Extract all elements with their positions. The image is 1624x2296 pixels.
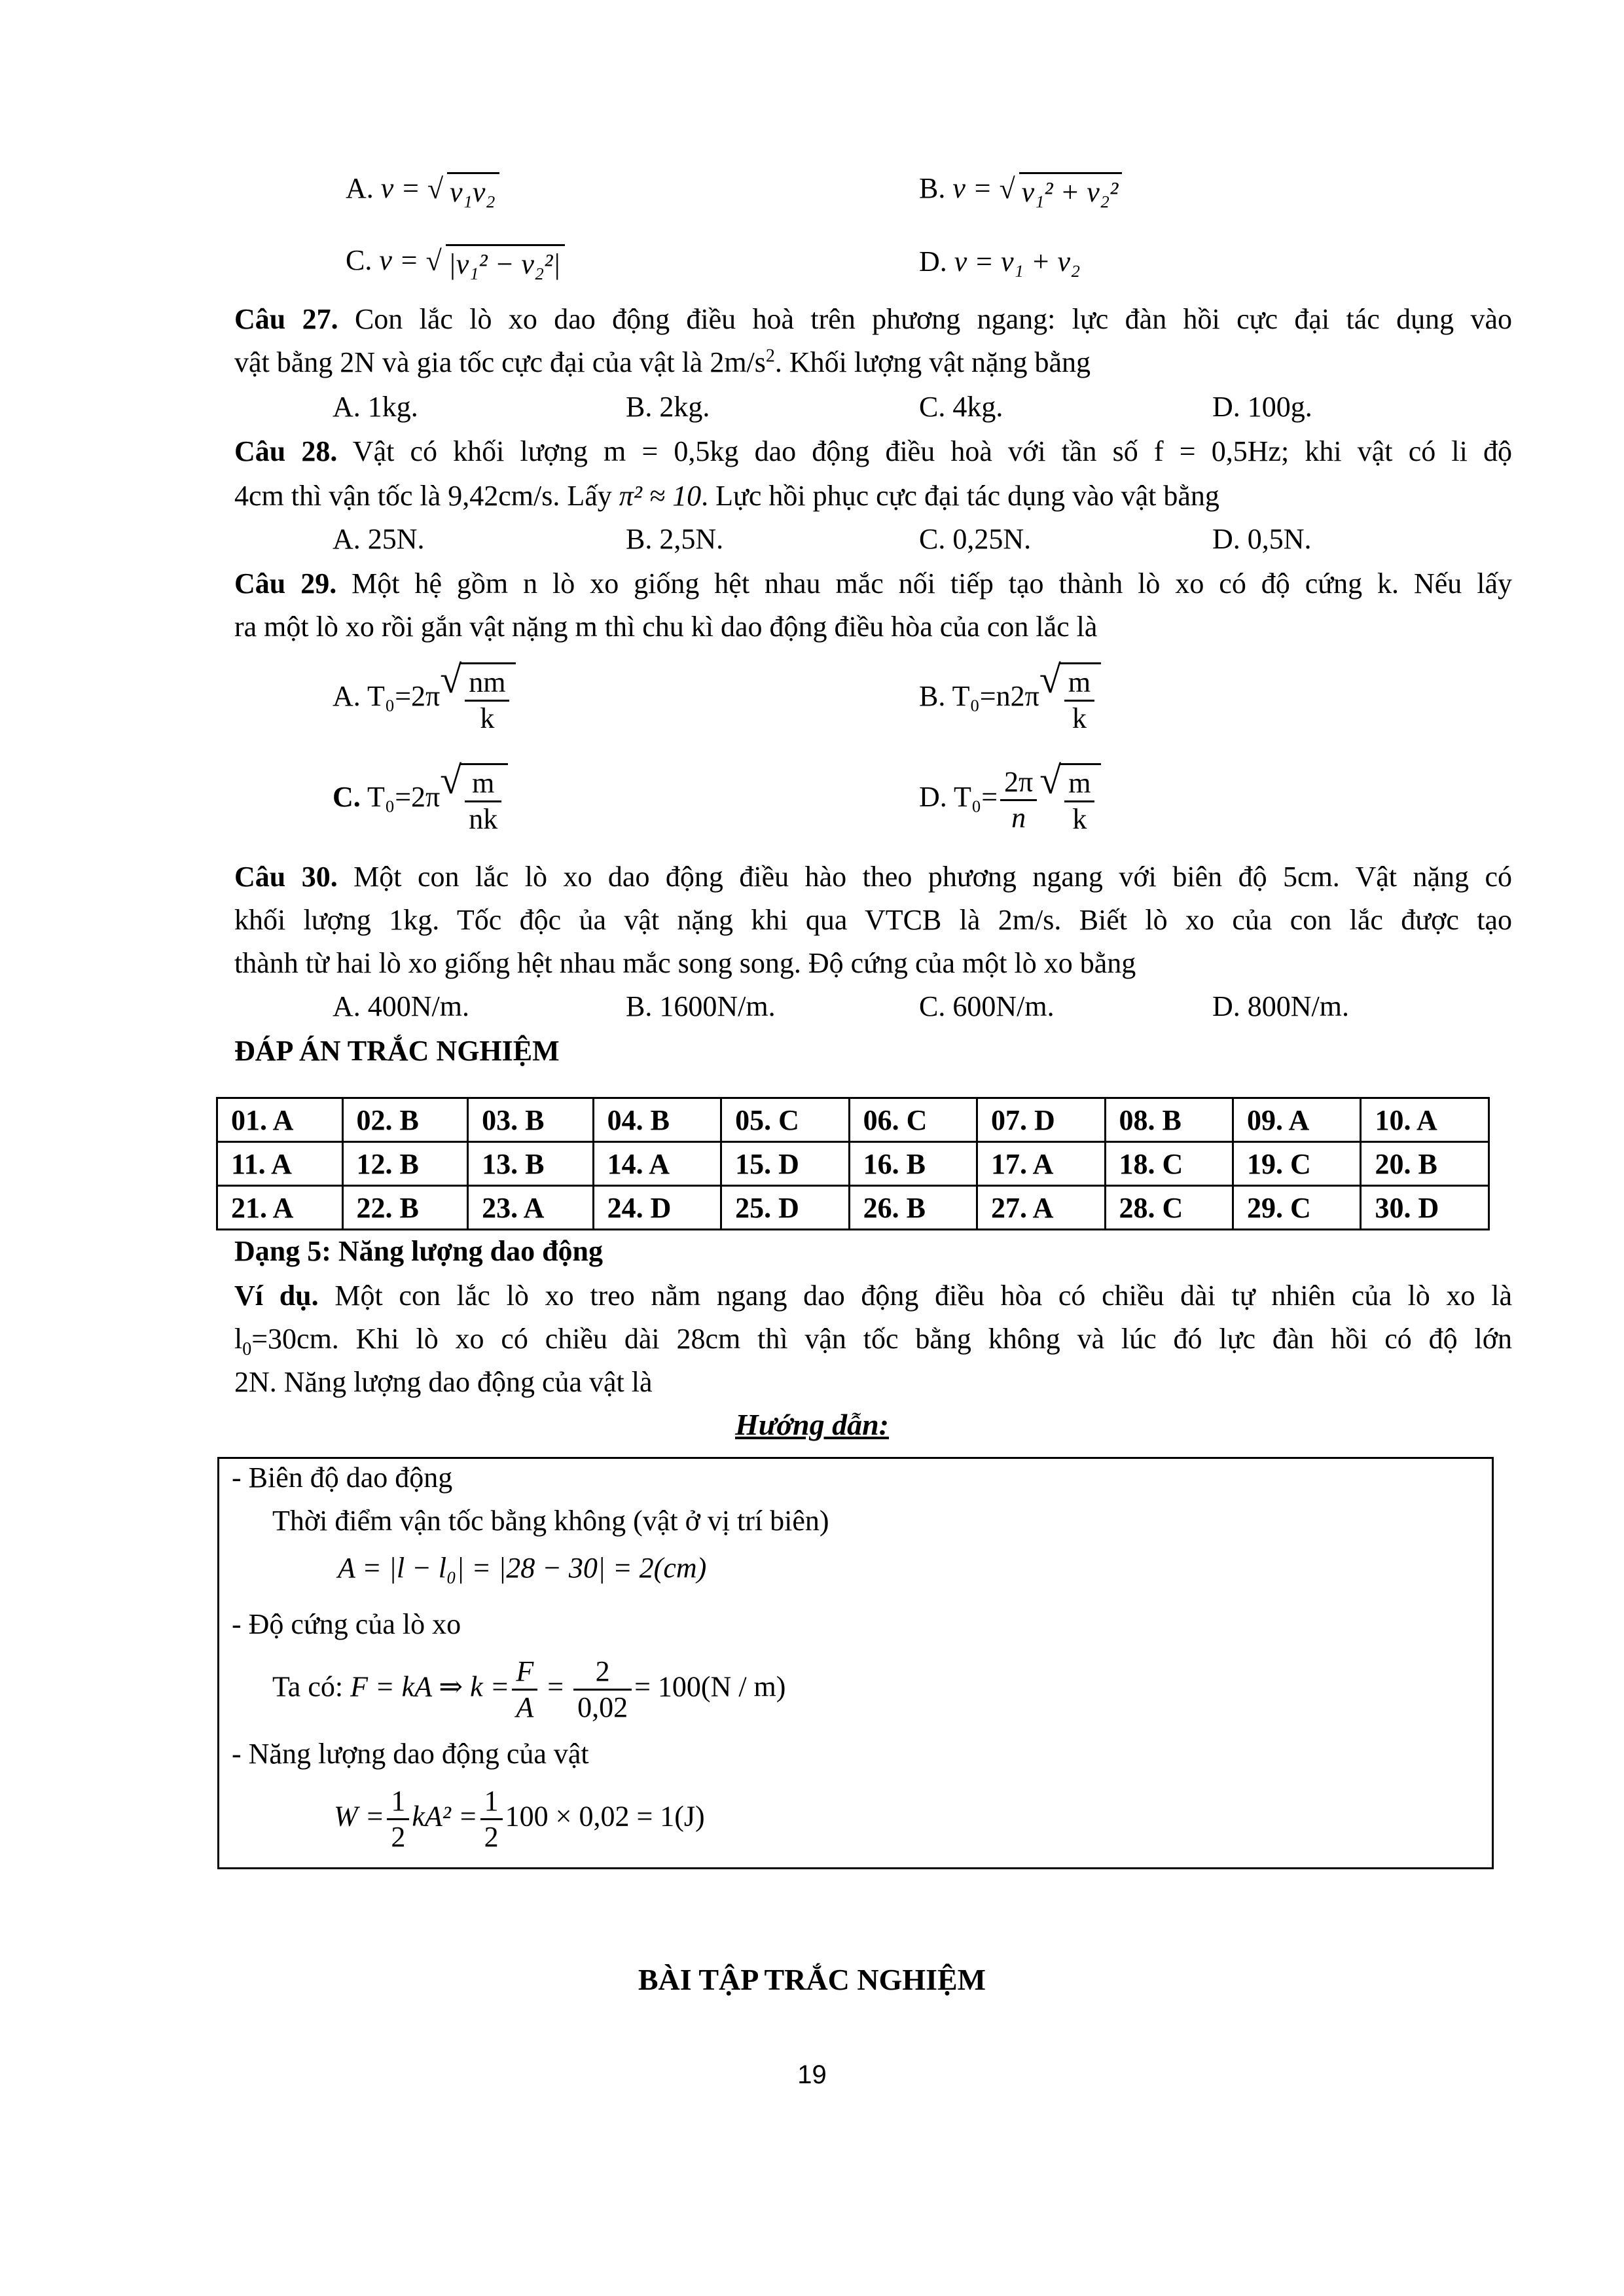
question-text: Một hệ gồm n lò xo giống hệt nhau mắc nối tiếp tạo thành lò xo có độ cứng k. Nếu lấy <box>336 567 1512 600</box>
q27-option-c: C. 4kg. <box>919 391 1003 423</box>
formula-lhs: v = <box>952 172 992 204</box>
q30-option-b: B. 1600N/m. <box>626 990 776 1022</box>
table-cell: 22. B <box>342 1186 468 1230</box>
table-cell: 21. A <box>217 1186 343 1230</box>
table-cell: 26. B <box>849 1186 977 1230</box>
q26-option-a <box>346 171 499 209</box>
formula-part: F = kA ⇒ k = <box>350 1670 510 1703</box>
formula-result: 100 × 0,02 = 1(J) <box>505 1800 705 1833</box>
amplitude-formula: A = |l − l₀| = |28 − 30| = 2(cm) <box>338 1552 707 1584</box>
table-cell: 20. B <box>1361 1142 1489 1186</box>
table-cell: 24. D <box>593 1186 721 1230</box>
option-label: C. <box>333 781 361 814</box>
q28-option-c: C. 0,25N. <box>919 523 1032 555</box>
q28-option-a: A. 25N. <box>333 523 425 555</box>
section-title: Dạng 5: Năng lượng dao động <box>234 1235 604 1267</box>
example-text: =30cm. Khi lò xo có chiều dài 28cm thì vận tốc bằng không và lúc đó lực đàn hồi có độ lớn <box>251 1323 1512 1355</box>
table-cell: 17. A <box>977 1142 1105 1186</box>
question-label: Câu 29. <box>234 567 337 600</box>
table-cell: 14. A <box>593 1142 721 1186</box>
energy-formula <box>334 1784 705 1854</box>
sqrt-formula: √ $\frac{m}{k}$ <box>1039 763 1101 836</box>
option-label: B. <box>919 680 946 713</box>
fraction-denominator: 0,02 <box>577 1691 628 1723</box>
sqrt-formula: √ $\frac{m}{k}$ <box>1039 662 1101 736</box>
formula-lhs: T₀= <box>954 781 998 814</box>
question-label: Câu 27. <box>234 303 338 335</box>
fraction-denominator: k <box>1072 803 1087 835</box>
example-label: Ví dụ. <box>234 1280 319 1312</box>
table-cell: 23. A <box>468 1186 594 1230</box>
radicand: v₁² + v₂² <box>1019 172 1123 209</box>
fraction-denominator: A <box>516 1691 534 1723</box>
table-cell: 28. C <box>1105 1186 1233 1230</box>
q27-option-d: D. 100g. <box>1212 391 1312 423</box>
fraction-denominator: k <box>1072 702 1087 734</box>
formula-part: W = <box>334 1800 385 1833</box>
sqrt-formula: √ $\frac{m}{nk}$ <box>440 763 508 836</box>
formula-prefix: Ta có: <box>272 1670 344 1703</box>
question-text: 4cm thì vận tốc là 9,42cm/s. Lấy <box>234 480 619 512</box>
q28-option-d: D. 0,5N. <box>1212 523 1312 555</box>
table-cell: 15. D <box>721 1142 849 1186</box>
table-row <box>217 1142 1489 1186</box>
formula: π² ≈ 10 <box>619 480 702 512</box>
fraction-numerator: nm <box>465 666 509 702</box>
q29-option-c <box>333 759 508 836</box>
q26-option-c <box>346 243 565 281</box>
table-cell: 25. D <box>721 1186 849 1230</box>
question-label: Câu 30. <box>234 861 338 893</box>
table-cell: 08. B <box>1105 1098 1233 1142</box>
example-line1 <box>234 1279 1512 1313</box>
formula-lhs: v = <box>379 244 419 276</box>
q26-option-d <box>919 245 1080 279</box>
fraction-numerator: F <box>512 1655 537 1691</box>
q28-option-b: B. 2,5N. <box>626 523 724 555</box>
q30-option-c: C. 600N/m. <box>919 990 1055 1022</box>
question-label: Câu 28. <box>234 435 338 467</box>
option-label: A. <box>346 172 374 204</box>
page-number: 19 <box>797 2060 827 2089</box>
table-cell: 19. C <box>1233 1142 1360 1186</box>
q30-line3: thành từ hai lò xo giống hệt nhau mắc song song. Độ cứng của một lò xo bằng <box>234 947 1136 979</box>
table-cell: 07. D <box>977 1098 1105 1142</box>
table-row <box>217 1186 1489 1230</box>
q27-line2 <box>234 346 1512 380</box>
question-text: . Lực hồi phục cực đại tác dụng vào vật bằng <box>701 480 1219 512</box>
q28-line2 <box>234 479 1512 513</box>
q29-line1 <box>234 567 1512 601</box>
radicand: v₁v₂ <box>447 172 499 209</box>
table-cell: 09. A <box>1233 1098 1360 1142</box>
table-cell: 30. D <box>1361 1186 1489 1230</box>
fraction-numerator: m <box>1064 666 1094 702</box>
table-cell: 06. C <box>849 1098 977 1142</box>
fraction-denominator: 2 <box>484 1821 499 1853</box>
solution-step-energy: - Năng lượng dao động của vật <box>232 1738 589 1770</box>
answers-heading: ĐÁP ÁN TRẮC NGHIỆM <box>234 1035 560 1067</box>
exercise-heading: BÀI TẬP TRẮC NGHIỆM <box>638 1963 986 1996</box>
fraction-numerator: 1 <box>387 1784 409 1820</box>
question-text: Con lắc lò xo dao động điều hoà trên phương ngang: lực đàn hồi cực đại tác dụng vào <box>338 303 1513 335</box>
table-cell: 13. B <box>468 1142 594 1186</box>
table-cell: 16. B <box>849 1142 977 1186</box>
sqrt-formula: √ $\frac{nm}{k}$ <box>440 662 516 736</box>
table-cell: 12. B <box>342 1142 468 1186</box>
table-cell: 11. A <box>217 1142 343 1186</box>
solution-note: Thời điểm vận tốc bằng không (vật ở vị trí biên) <box>272 1505 829 1537</box>
formula-lhs: T₀=2π <box>367 781 441 814</box>
radicand: |v₁² − v₂²| <box>446 244 565 281</box>
q27-option-a: A. 1kg. <box>333 391 418 423</box>
formula-lhs: v = <box>380 172 421 204</box>
formula: v = v₁ + v₂ <box>954 245 1081 278</box>
q29-option-a <box>333 658 516 736</box>
question-text: Một con lắc lò xo dao động điều hào theo phương ngang với biên độ 5cm. Vật nặng có <box>337 861 1512 893</box>
sqrt-formula: √ v₁² + v₂² <box>1000 172 1123 209</box>
fraction-denominator: 2 <box>391 1821 406 1853</box>
q30-line1 <box>234 860 1512 894</box>
table-cell: 18. C <box>1105 1142 1233 1186</box>
question-text: vật bằng 2N và gia tốc cực đại của vật là 2m/s <box>234 346 766 378</box>
q29-option-d <box>919 759 1101 836</box>
fraction-numerator: m <box>1064 766 1094 802</box>
fraction-denominator: n <box>1011 801 1026 834</box>
formula-lhs: T₀=n2π <box>952 680 1039 713</box>
fraction-denominator: nk <box>469 803 498 835</box>
example-line3: 2N. Năng lượng dao động của vật là <box>234 1366 653 1398</box>
q27-option-b: B. 2kg. <box>626 391 710 423</box>
fraction-numerator: 1 <box>480 1784 503 1820</box>
fraction-numerator: 2π <box>1000 765 1037 801</box>
q26-option-b <box>919 171 1122 209</box>
q29-option-b <box>919 658 1101 736</box>
example-text: l <box>234 1323 243 1355</box>
table-cell: 05. C <box>721 1098 849 1142</box>
q27-line1 <box>234 302 1512 336</box>
option-label: D. <box>919 781 947 814</box>
table-cell: 10. A <box>1361 1098 1489 1142</box>
q29-line2: ra một lò xo rồi gắn vật nặng m thì chu kì dao động điều hòa của con lắc là <box>234 611 1098 643</box>
answers-table <box>216 1097 1490 1230</box>
fraction-numerator: 2 <box>573 1655 632 1691</box>
example-line2 <box>234 1322 1512 1359</box>
table-row <box>217 1098 1489 1142</box>
table-cell: 02. B <box>342 1098 468 1142</box>
question-text: . Khối lượng vật nặng bằng <box>774 346 1091 378</box>
formula-result: = 100(N / m) <box>634 1670 786 1703</box>
q30-line2: khối lượng 1kg. Tốc độc ủa vật nặng khi qua VTCB là 2m/s. Biết lò xo của con lắc được tạo <box>234 904 1512 936</box>
q30-option-d: D. 800N/m. <box>1212 990 1349 1022</box>
sqrt-formula: √ v₁v₂ <box>427 172 499 209</box>
superscript: 2 <box>765 346 775 367</box>
stiffness-formula: Ta có: F = kA ⇒ k = $\frac{F}{A}$ = $\frac{2}{0,02}$ = 100(N / m) <box>272 1655 786 1723</box>
subscript: 0 <box>242 1338 252 1359</box>
q28-line1 <box>234 435 1512 469</box>
table-cell: 03. B <box>468 1098 594 1142</box>
formula-part: kA² = <box>412 1800 478 1833</box>
q30-option-a: A. 400N/m. <box>333 990 469 1022</box>
solution-step-stiffness: - Độ cứng của lò xo <box>232 1608 461 1640</box>
formula-lhs: T₀=2π <box>367 680 441 713</box>
solution-step-amplitude: - Biên độ dao động <box>232 1462 453 1494</box>
option-label: A. <box>333 680 361 713</box>
fraction-denominator: k <box>480 702 495 734</box>
question-text: Vật có khối lượng m = 0,5kg dao động điều hoà với tần số f = 0,5Hz; khi vật có li độ <box>337 435 1512 467</box>
option-label: C. <box>346 244 372 276</box>
guide-title: Hướng dẫn: <box>734 1408 889 1441</box>
option-label: B. <box>919 172 946 204</box>
example-text: Một con lắc lò xo treo nằm ngang dao động điều hòa có chiều dài tự nhiên của lò xo là <box>318 1280 1512 1312</box>
table-cell: 04. B <box>593 1098 721 1142</box>
fraction-numerator: m <box>465 766 501 802</box>
table-cell: 29. C <box>1233 1186 1360 1230</box>
option-label: D. <box>919 245 947 278</box>
sqrt-formula: √ |v₁² − v₂²| <box>426 244 565 281</box>
table-cell: 01. A <box>217 1098 343 1142</box>
table-cell: 27. A <box>977 1186 1105 1230</box>
